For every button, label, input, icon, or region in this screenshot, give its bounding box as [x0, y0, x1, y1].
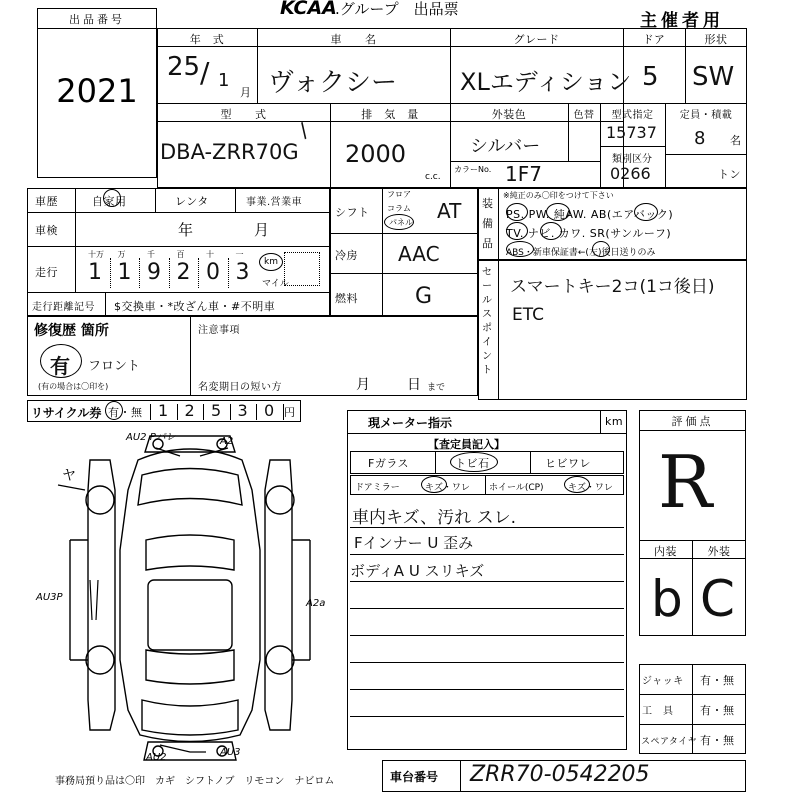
- repair-value: 有: [50, 354, 70, 378]
- mark-bottom2: AU3: [220, 747, 241, 758]
- inspection-year: 年: [178, 221, 194, 239]
- odometer-unit-label: 十万: [88, 250, 104, 259]
- odometer-digit: 1: [117, 260, 132, 285]
- history-business: 事業.営業車: [246, 197, 303, 208]
- recycle-digit: 0: [264, 401, 275, 420]
- sales-point-line2: ETC: [512, 305, 544, 325]
- class-label: 類別区分: [612, 154, 652, 165]
- inspector-note-3: ボディA U スリキズ: [350, 562, 485, 580]
- notes-until: まで: [427, 383, 446, 393]
- mark-top1: AU2 Pバレ: [126, 432, 176, 443]
- odometer-digit: 0: [206, 260, 220, 285]
- ac-label: 冷房: [335, 249, 358, 262]
- capacity-label: 定員・積載: [679, 110, 733, 121]
- grade-label: 評価点: [671, 415, 714, 428]
- mark-right: A2a: [306, 598, 326, 609]
- mark-tl: ヤ: [62, 468, 76, 484]
- inspection-month: 月: [254, 221, 270, 239]
- shift-floor: フロア: [387, 190, 411, 199]
- notes-day: 日: [407, 377, 421, 393]
- wheel-value: キズ・ワレ: [568, 483, 613, 493]
- lot-number-label: 出品番号: [69, 13, 125, 26]
- recycle-yes: 有: [108, 406, 120, 419]
- car-damage-diagram: [30, 430, 350, 770]
- ac-value: AAC: [398, 242, 440, 266]
- mile-label: マイル: [262, 279, 289, 289]
- glass-item2: ヒビワレ: [545, 457, 591, 470]
- mirror-label: ドアミラー: [355, 483, 400, 493]
- form-title: .グループ 出品票: [335, 0, 459, 18]
- spare-label: スペアタイヤ: [641, 737, 698, 747]
- car-name: ヴォクシー: [268, 68, 397, 98]
- equipment-line2: TV. ナビ. カワ. SR(サンルーフ): [506, 227, 672, 240]
- history-label: 車歴: [35, 195, 58, 208]
- odometer-unit-label: 百: [176, 250, 185, 259]
- color-no-value: 1F7: [505, 162, 542, 186]
- capacity-unit: 名: [730, 134, 742, 147]
- equipment-note: ※純正のみ〇印をつけて下さい: [503, 191, 614, 200]
- odometer-unit-label: 千: [147, 250, 155, 259]
- interior-value: b: [651, 570, 683, 628]
- month-value: 1: [218, 70, 230, 91]
- color-value: シルバー: [470, 136, 541, 157]
- equipment-label: 装備品: [482, 197, 493, 250]
- glass-label: Fガラス: [368, 457, 409, 470]
- equipment-line1: PS. PW. 純AW. AB(エアバック): [506, 208, 674, 221]
- odometer-digit: 3: [235, 260, 250, 285]
- spare-value: 有・無: [700, 734, 735, 747]
- inspector-note-2: Fインナー U 歪み: [354, 534, 474, 552]
- meter-label: 現メーター指示: [368, 416, 453, 430]
- odometer-unit-label: 十: [206, 250, 214, 259]
- inspection-label: 車検: [35, 224, 58, 237]
- class-value: 0266: [610, 164, 651, 183]
- grade-label: グレード: [513, 33, 560, 46]
- capacity-value: 8: [694, 128, 706, 149]
- mileage-record-text: $交換車・*改ざん車・#不明車: [114, 300, 276, 313]
- history-rental: レンタ: [175, 195, 209, 208]
- odometer-digit: 1: [88, 260, 102, 285]
- meter-unit: km: [605, 415, 624, 428]
- shape-label: 形状: [704, 33, 728, 46]
- model-label: 型 式: [220, 108, 267, 121]
- exterior-value: C: [700, 570, 735, 628]
- recycle-unit: 円: [284, 406, 296, 419]
- type-value: 15737: [606, 123, 657, 142]
- recycle-label: リサイクル券: [31, 406, 102, 420]
- km-label: km: [264, 257, 278, 267]
- inspector-note-1: 車内キズ、汚れ スレ.: [352, 508, 516, 528]
- color-change-label: 色替: [573, 110, 595, 121]
- door-label: ドア: [642, 33, 666, 46]
- mileage-record-label: 走行距離記号: [32, 302, 95, 313]
- chassis-label: 車台番号: [390, 770, 439, 784]
- jack-value: 有・無: [700, 674, 735, 687]
- shift-panel: パネル: [389, 218, 413, 227]
- keys-note: 事務局預り品は〇印 カギ シフトノブ リモコン ナビロム: [55, 776, 335, 787]
- color-no-label: カラーNo.: [454, 165, 492, 174]
- history-use: 用: [115, 195, 127, 208]
- recycle-no: 無: [131, 406, 143, 419]
- tool-label: 工 具: [642, 706, 674, 717]
- tool-value: 有・無: [700, 704, 735, 717]
- mark-bottom1: AU2: [146, 752, 167, 763]
- displacement-unit: c.c.: [425, 172, 441, 182]
- notes-month: 月: [356, 377, 370, 393]
- shift-column: コラム: [387, 204, 411, 213]
- year-value: 25: [167, 52, 201, 82]
- repair-note: (有の場合は〇印を): [38, 382, 109, 391]
- logo: KCAA: [280, 0, 337, 19]
- inspector-label: 【査定員記入】: [428, 438, 505, 451]
- sales-point-line1: スマートキー2コ(1コ後日): [510, 277, 715, 297]
- grade-value: XLエディション: [460, 68, 632, 96]
- repair-label: 修復歴 箇所: [34, 323, 109, 339]
- history-family: 家: [103, 195, 115, 208]
- odometer-unit-label: 万: [117, 250, 126, 259]
- grade-value: R: [658, 440, 713, 524]
- load-unit: トン: [718, 168, 741, 181]
- jack-label: ジャッキ: [642, 676, 684, 687]
- color-label: 外装色: [491, 108, 527, 121]
- door-value: 5: [642, 62, 659, 92]
- interior-label: 内装: [654, 545, 677, 558]
- mileage-label: 走行: [35, 266, 58, 279]
- glass-item1: トビ石: [455, 457, 490, 470]
- recycle-digit: 1: [158, 401, 169, 420]
- shape-value: SW: [692, 62, 735, 92]
- year-label: 年 式: [189, 33, 225, 46]
- history-private: 自: [92, 195, 104, 208]
- recycle-digit: 2: [184, 401, 195, 420]
- odometer-digit: 2: [176, 260, 191, 285]
- exterior-label: 外装: [707, 545, 731, 558]
- lot-number: 2021: [56, 72, 138, 110]
- family-circle: [103, 189, 121, 207]
- displacement-label: 排 気 量: [361, 108, 419, 121]
- type-label: 型式指定: [611, 110, 654, 121]
- notes-short-label: 名変期日の短い方: [198, 382, 282, 393]
- mirror-value: キズ・ワレ: [425, 483, 470, 493]
- fuel-label: 燃料: [335, 292, 358, 305]
- mark-left: AU3P: [36, 592, 63, 603]
- shift-value: AT: [437, 199, 462, 223]
- recycle-digit: 3: [237, 401, 248, 420]
- recycle-digit: 5: [211, 401, 222, 420]
- shift-label: シフト: [335, 206, 370, 219]
- organizer-label: 主催者用: [640, 11, 724, 31]
- fuel-value: G: [415, 284, 433, 309]
- displacement-value: 2000: [345, 140, 407, 168]
- model-value: DBA-ZRR70G: [160, 140, 299, 164]
- sales-point-label: セールスポイント: [482, 267, 492, 376]
- odometer-digit: 9: [147, 260, 161, 285]
- wheel-label: ホイール(CP): [489, 483, 544, 493]
- notes-label: 注意事項: [198, 325, 240, 336]
- equipment-line3: ABS・新車保証書←(左)後日送りのみ: [506, 248, 656, 258]
- month-unit: 月: [240, 86, 252, 99]
- name-label: 車 名: [330, 33, 377, 46]
- repair-location: フロント: [88, 359, 141, 374]
- chassis-value: ZRR70-0542205: [470, 762, 650, 787]
- mark-top2: A2: [220, 436, 234, 447]
- odometer-unit-label: 一: [235, 250, 244, 259]
